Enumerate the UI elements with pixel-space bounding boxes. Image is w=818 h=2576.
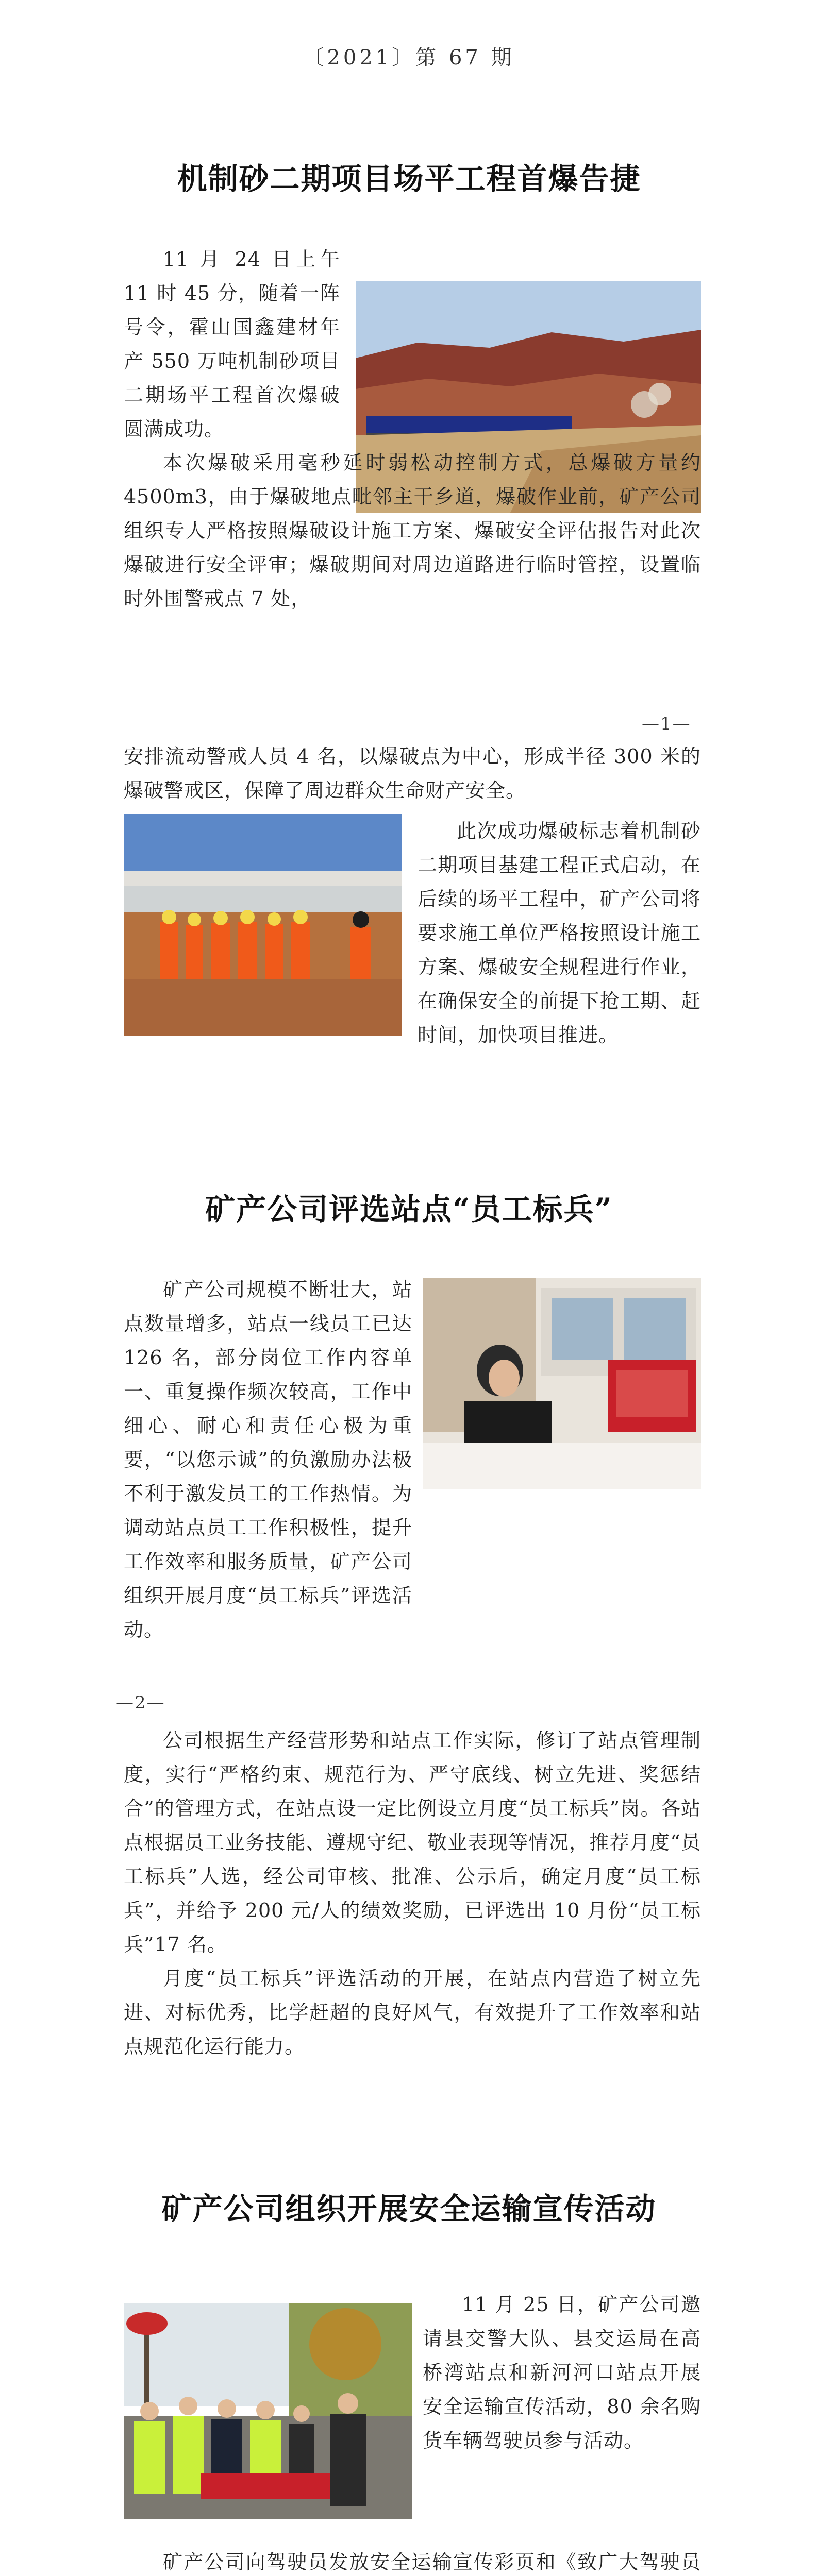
page-mark-2: —2— <box>116 1692 165 1713</box>
article2-title: 矿产公司评选站点“员工标兵” <box>205 1192 613 1227</box>
article1-p1: 11 月 24 日上午 11 时 45 分，随着一阵号令，霍山国鑫建材年产 550 万吨机制砂项目二期场平工程首次爆破圆满成功。 <box>124 248 340 440</box>
article2-photo-station-staff <box>423 1278 701 1489</box>
article2-p2: 公司根据生产经营形势和站点工作实际，修订了站点管理制度，实行“严格约束、规范行为、严守底线、树立先进、奖惩结合”的管理方式，在站点设一定比例设立月度“员工标兵”岗。各站点根据员工业务技能、遵规守纪、敬业表现等情况，推荐月度“员工标兵”人选，经公司审核、批准、公示后，确定月度“员工标兵”，并给予 200 元/人的绩效奖励，已评选出 10 月份“员工标兵”17 名。 <box>124 1729 701 1956</box>
article2-p3: 月度“员工标兵”评选活动的开展，在站点内营造了树立先进、对标优秀，比学赶超的良好风气，有效提升了工作效率和站点规范化运行能力。 <box>124 1967 701 2058</box>
article3-title: 矿产公司组织开展安全运输宣传活动 <box>161 2191 657 2226</box>
article3-p2: 矿产公司向驾驶员发放安全运输宣传彩页和《致广大驾驶员 <box>163 2551 701 2573</box>
article2-p1: 矿产公司规模不断壮大，站点数量增多，站点一线员工已达 126 名，部分岗位工作内容单一、重复操作频次较高，工作中细心、耐心和责任心极为重要，“以您示诚”的负激励办法极不利于激发员工的工作热情。为调动站点员工工作积极性，提升工作效率和服务质量，矿产公司组织开展月度“员工标兵”评选活动。 <box>124 1278 412 1641</box>
article3-p1: 11 月 25 日，矿产公司邀请县交警大队、县交运局在高桥湾站点和新河河口站点开展安全运输宣传活动，80 余名购货车辆驾驶员参与活动。 <box>423 2293 701 2452</box>
article1-title: 机制砂二期项目场平工程首爆告捷 <box>177 161 641 196</box>
article1-p2: 本次爆破采用毫秒延时弱松动控制方式，总爆破方量约 4500m3，由于爆破地点毗邻主干乡道，爆破作业前，矿产公司组织专人严格按照爆破设计施工方案、爆破安全评估报告对此次爆破进行安全评审；爆破期间对周边道路进行临时管控，设置临时外围警戒点 7 处， <box>124 451 701 610</box>
article1-p3: 安排流动警戒人员 4 名，以爆破点为中心，形成半径 300 米的爆破警戒区，保障了周边群众生命财产安全。 <box>124 745 701 802</box>
article1-p4: 此次成功爆破标志着机制砂二期项目基建工程正式启动，在后续的场平工程中，矿产公司将要求施工单位严格按照设计施工方案、爆破安全规程进行作业，在确保安全的前提下抢工期、赶时间，加快项目推进。 <box>418 820 701 1046</box>
article1-photo-workers <box>124 814 402 1036</box>
page-mark-1: —1— <box>642 714 691 734</box>
issue-number: 〔2021〕第 67 期 <box>303 46 515 70</box>
article1-p4-start <box>418 814 701 1052</box>
